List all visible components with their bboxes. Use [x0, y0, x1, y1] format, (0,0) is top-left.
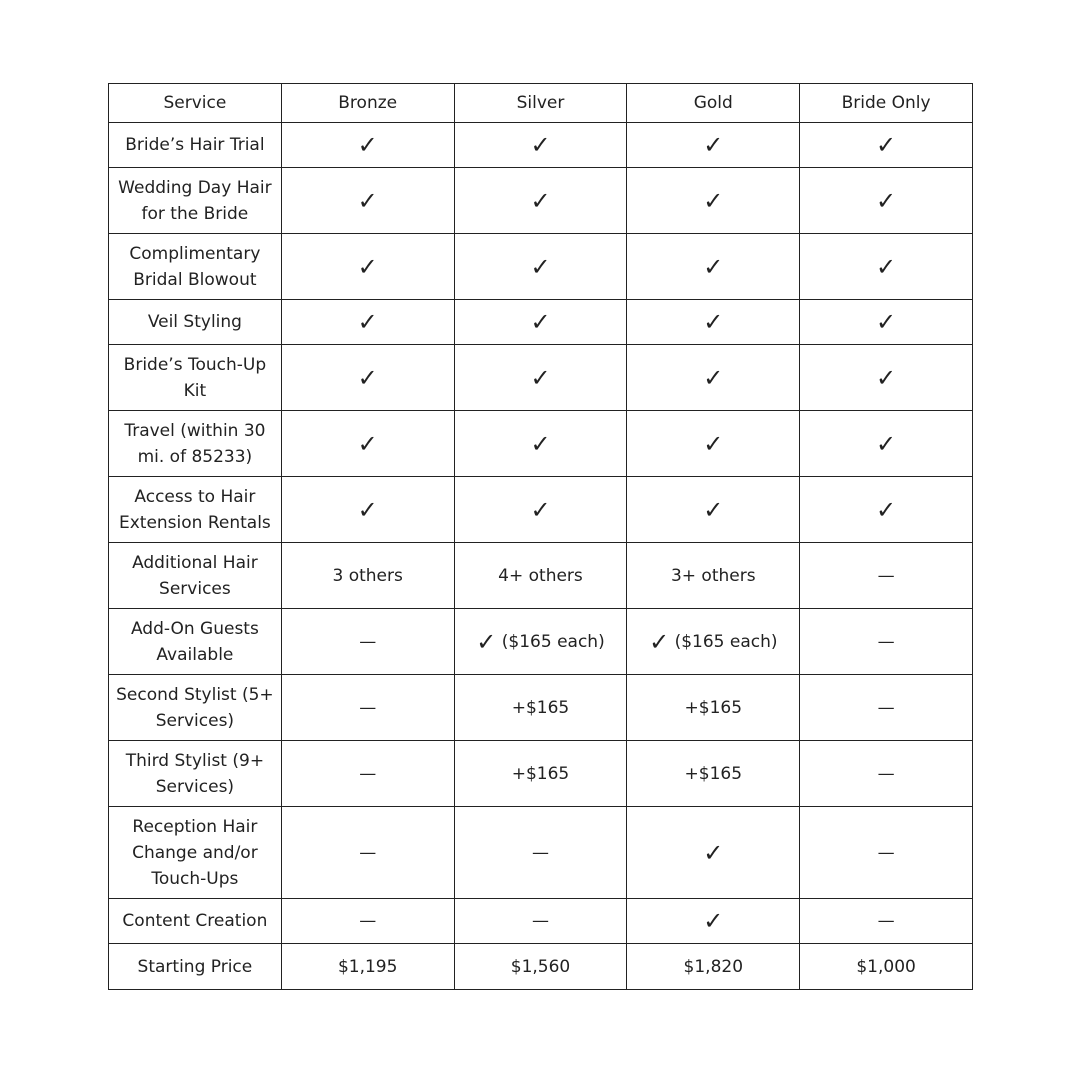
tier-cell: [281, 234, 454, 300]
not-included-dash: —: [359, 763, 377, 784]
tier-cell: [800, 168, 973, 234]
tier-cell: [800, 234, 973, 300]
check-icon: ✓: [876, 495, 897, 524]
tier-cell: [454, 609, 627, 675]
tier-cell: [281, 944, 454, 990]
service-name-cell: Second Stylist (5+ Services): [109, 675, 282, 741]
tier-cell: [281, 123, 454, 168]
tier-cell: [454, 168, 627, 234]
cell-value: 4+ others: [498, 565, 583, 586]
tier-cell: [281, 345, 454, 411]
tier-cell: [281, 543, 454, 609]
header-gold: Gold: [627, 84, 800, 123]
not-included-dash: —: [531, 911, 549, 931]
tier-cell: [454, 899, 627, 944]
tier-cell: [281, 411, 454, 477]
tier-cell: [800, 123, 973, 168]
tier-cell: [281, 609, 454, 675]
tier-cell: [627, 609, 800, 675]
cell-value: $1,000: [856, 956, 916, 977]
not-included-dash: —: [877, 565, 895, 586]
check-icon: ✓: [476, 627, 497, 656]
tier-cell: [281, 741, 454, 807]
tier-cell: [800, 300, 973, 345]
cell-value: $1,560: [510, 956, 571, 977]
check-icon: ✓: [703, 252, 724, 281]
check-icon: ✓: [530, 363, 551, 392]
check-icon: ✓: [703, 186, 724, 215]
cell-value: 3 others: [332, 565, 403, 586]
tier-cell: [281, 477, 454, 543]
tier-cell: [627, 168, 800, 234]
header-bronze: Bronze: [281, 84, 454, 123]
check-icon: ✓: [357, 495, 378, 524]
check-icon: ✓: [530, 252, 551, 281]
not-included-dash: —: [359, 911, 377, 931]
tier-cell: [281, 807, 454, 899]
table-row: [109, 411, 973, 477]
check-icon: ✓: [703, 131, 724, 159]
check-icon: ✓: [703, 429, 724, 458]
header-service: Service: [109, 84, 282, 123]
tier-cell: [800, 543, 973, 609]
tier-cell: [454, 543, 627, 609]
check-icon: ✓: [530, 429, 551, 458]
service-name-cell: Complimentary Bridal Blowout: [109, 234, 282, 300]
check-icon: ✓: [357, 308, 378, 336]
check-icon: ✓: [703, 907, 724, 935]
tier-cell: [800, 807, 973, 899]
check-icon: ✓: [876, 308, 897, 336]
pricing-table: [108, 83, 973, 990]
not-included-dash: —: [877, 842, 895, 863]
service-name-cell: Starting Price: [109, 944, 282, 990]
check-icon: ✓: [357, 429, 378, 458]
tier-cell: [627, 675, 800, 741]
check-icon: ✓: [357, 363, 378, 392]
cell-value: $1,195: [337, 956, 398, 977]
cell-value: +$165: [511, 763, 570, 784]
cell-value: 3+ others: [670, 565, 756, 586]
table-row: [109, 300, 973, 345]
service-name-cell: Bride’s Touch-Up Kit: [109, 345, 282, 411]
not-included-dash: —: [877, 697, 895, 718]
service-name-cell: Access to Hair Extension Rentals: [109, 477, 282, 543]
tier-cell: [627, 944, 800, 990]
check-icon: ✓: [530, 186, 551, 215]
table-body: [109, 123, 973, 990]
tier-cell: [454, 234, 627, 300]
service-name-cell: Veil Styling: [109, 300, 282, 345]
table-row: [109, 477, 973, 543]
service-name-cell: Bride’s Hair Trial: [109, 123, 282, 168]
check-icon: ✓: [530, 495, 551, 524]
tier-cell: [800, 741, 973, 807]
tier-cell: [627, 543, 800, 609]
tier-cell: [627, 123, 800, 168]
tier-cell: [281, 675, 454, 741]
tier-cell: [800, 944, 973, 990]
service-name-cell: Third Stylist (9+ Services): [109, 741, 282, 807]
not-included-dash: —: [359, 842, 377, 863]
tier-cell: [454, 944, 627, 990]
header-silver: Silver: [454, 84, 627, 123]
service-name-cell: Additional Hair Services: [109, 543, 282, 609]
table-row: [109, 609, 973, 675]
cell-value: $1,820: [683, 956, 744, 977]
tier-cell: [454, 300, 627, 345]
not-included-dash: —: [877, 631, 895, 652]
not-included-dash: —: [531, 842, 549, 863]
service-name-cell: Content Creation: [109, 899, 282, 944]
table-row: [109, 807, 973, 899]
check-icon: ✓: [703, 495, 724, 524]
not-included-dash: —: [359, 697, 377, 718]
tier-cell: [454, 477, 627, 543]
check-icon: ✓: [876, 252, 897, 281]
tier-cell: [454, 123, 627, 168]
tier-cell: [281, 899, 454, 944]
tier-cell: [627, 234, 800, 300]
service-name-cell: Reception Hair Change and/or Touch-Ups: [109, 807, 282, 899]
table-row: [109, 944, 973, 990]
check-icon: ✓: [530, 308, 551, 336]
service-name-cell: Add-On Guests Available: [109, 609, 282, 675]
check-icon: ✓: [876, 131, 897, 159]
not-included-dash: —: [877, 911, 895, 931]
check-icon: ✓: [703, 838, 724, 867]
tier-cell: [800, 899, 973, 944]
tier-cell: [627, 345, 800, 411]
check-icon: ✓: [357, 252, 378, 281]
check-icon: ✓: [649, 627, 670, 656]
cell-value: +$165: [684, 697, 743, 718]
header-bride-only: Bride Only: [800, 84, 973, 123]
tier-cell: [627, 300, 800, 345]
tier-cell: [627, 477, 800, 543]
not-included-dash: —: [877, 763, 895, 784]
tier-cell: [627, 807, 800, 899]
tier-cell: [281, 168, 454, 234]
table-row: [109, 123, 973, 168]
table-row: [109, 741, 973, 807]
check-icon: ✓: [876, 186, 897, 215]
tier-cell: [800, 345, 973, 411]
table-row: [109, 345, 973, 411]
cell-note: ($165 each): [496, 631, 605, 652]
table-row: [109, 168, 973, 234]
service-name-cell: Wedding Day Hair for the Bride: [109, 168, 282, 234]
tier-cell: [800, 609, 973, 675]
cell-note: ($165 each): [669, 631, 778, 652]
tier-cell: [800, 477, 973, 543]
tier-cell: [627, 741, 800, 807]
check-icon: ✓: [703, 308, 724, 336]
cell-value: +$165: [511, 697, 570, 718]
tier-cell: [454, 675, 627, 741]
header-row: [109, 84, 973, 123]
service-name-cell: Travel (within 30 mi. of 85233): [109, 411, 282, 477]
check-icon: ✓: [703, 363, 724, 392]
table-row: [109, 234, 973, 300]
check-icon: ✓: [357, 186, 378, 215]
check-icon: ✓: [357, 131, 378, 159]
tier-cell: [454, 741, 627, 807]
table-row: [109, 543, 973, 609]
cell-value: +$165: [684, 763, 743, 784]
tier-cell: [454, 807, 627, 899]
tier-cell: [800, 411, 973, 477]
tier-cell: [454, 345, 627, 411]
check-icon: ✓: [530, 131, 551, 159]
tier-cell: [281, 300, 454, 345]
check-icon: ✓: [876, 363, 897, 392]
table-row: [109, 899, 973, 944]
table-row: [109, 675, 973, 741]
check-icon: ✓: [876, 429, 897, 458]
tier-cell: [627, 411, 800, 477]
not-included-dash: —: [359, 631, 377, 652]
tier-cell: [800, 675, 973, 741]
tier-cell: [627, 899, 800, 944]
tier-cell: [454, 411, 627, 477]
